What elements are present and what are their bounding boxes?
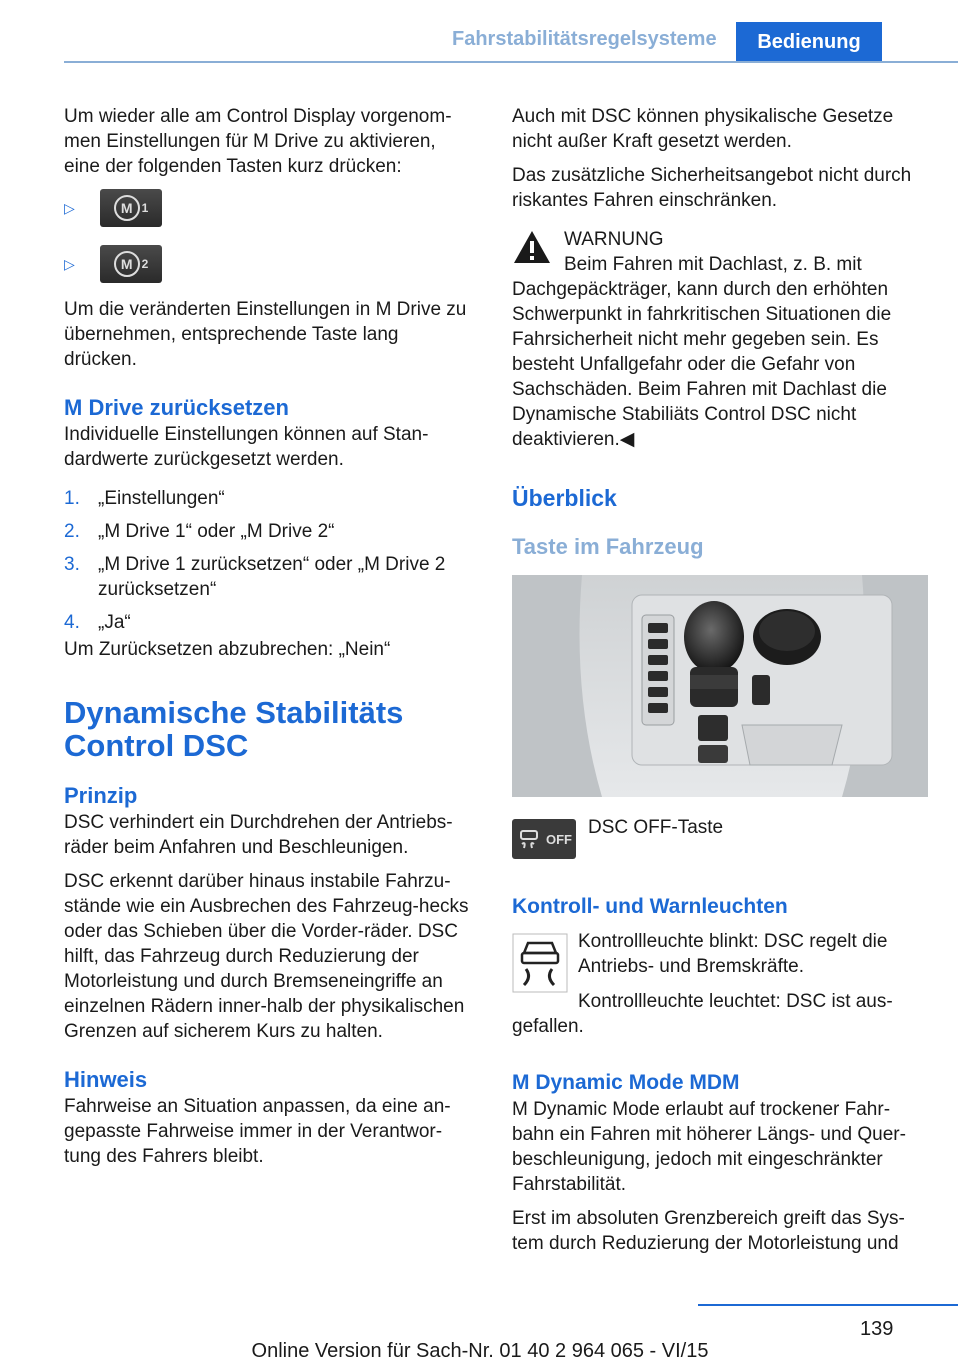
triangle-bullet-icon: ▷ <box>64 255 75 272</box>
kontroll-block <box>512 929 926 1039</box>
section-title: Fahrstabilitätsregelsysteme <box>452 28 717 50</box>
mdm-text-1: M Dynamic Mode erlaubt auf trockener Fahr‐bahn ein Fahren mit höherer Längs- und Quer‐beschleunigung, jedoch mit eingeschränkter Fahrstabilität. <box>512 1099 906 1195</box>
header-rule <box>64 61 958 63</box>
dsc-warning-light-icon <box>512 933 568 993</box>
cancel-text: Um Zurücksetzen abzubrechen: „Nein“ <box>64 639 391 660</box>
reset-heading: M Drive zurücksetzen <box>64 395 289 420</box>
prinzip-text-1: DSC verhindert ein Durchdrehen der Antriebs‐räder beim Anfahren und Beschleunigen. <box>64 812 453 858</box>
kontroll-text-2: Kontrollleuchte leuchtet: DSC ist aus‐gefallen. <box>512 991 893 1037</box>
triangle-bullet-icon: ▷ <box>64 199 75 216</box>
mdm-text-2: Erst im absoluten Grenzbereich greift das Sys‐tem durch Reduzierung der Motorleistung und <box>512 1208 905 1254</box>
warning-label: WARNUNG <box>564 229 664 250</box>
m1-key-icon: M 1 <box>100 189 162 227</box>
list-item: 2. „M Drive 1“ oder „M Drive 2“ <box>64 521 335 542</box>
dsc-title: Dynamische Stabilitäts Control DSC <box>64 695 404 763</box>
hinweis-text: Fahrweise an Situation anpassen, da eine an‐gepasste Fahrweise immer in der Verantwor‐tung des Fahrers bleibt. <box>64 1096 451 1167</box>
hinweis-heading: Hinweis <box>64 1067 148 1092</box>
kontroll-text-1: Kontrollleuchte blinkt: DSC regelt die Antriebs- und Bremskräfte. <box>578 931 888 977</box>
prinzip-text-2: DSC erkennt darüber hinaus instabile Fahrzu‐stände wie ein Ausbrechen des Fahrzeug‐hecks oder das Schieben über die Vorder‐räder. DSC hilft, das Fahrzeug durch Reduzierung der Motorleistung und durch Bremseneingriffe an einzelnen Rädern inner‐halb der physikalischen Grenzen auf sicherem Kurs zu halten. <box>64 871 469 1042</box>
footer-rule <box>698 1304 958 1306</box>
kontroll-heading: Kontroll- und Warnleuchten <box>512 895 788 918</box>
taste-heading: Taste im Fahrzeug <box>512 534 704 559</box>
dsc-off-item <box>512 815 926 859</box>
page-number: 139 <box>860 1318 894 1340</box>
dsc-off-button-icon: OFF <box>512 819 576 859</box>
footer-text: Online Version für Sach-Nr. 01 40 2 964 065 - VI/15 <box>251 1340 709 1362</box>
list-item: 1. „Einstellungen“ <box>64 488 225 509</box>
dsc-off-label: DSC OFF-Taste <box>588 817 724 838</box>
car-skid-icon <box>518 828 540 850</box>
intro-text: Um wieder alle am Control Display vorgenom‐men Einstellungen für M Drive zu aktivieren, eine der folgenden Tasten kurz drücken: <box>64 106 452 177</box>
safety-text: Das zusätzliche Sicherheitsangebot nicht durch riskantes Fahren einschränken. <box>512 165 912 211</box>
physics-text: Auch mit DSC können physikalische Gesetze nicht außer Kraft gesetzt werden. <box>512 106 894 152</box>
prinzip-heading: Prinzip <box>64 783 138 808</box>
warning-triangle-icon <box>512 229 552 265</box>
key-item-1 <box>64 189 476 227</box>
key-item-2 <box>64 245 476 283</box>
reset-steps <box>64 486 476 635</box>
list-item: 4. „Ja“ <box>64 612 131 633</box>
m2-key-icon: M 2 <box>100 245 162 283</box>
right-column <box>512 104 926 1265</box>
tab-bedienung[interactable]: Bedienung <box>736 22 882 62</box>
warning-text: Beim Fahren mit Dachlast, z. B. mit Dachgepäckträger, kann durch den erhöhten Schwerpunkt in fahrkritischen Situationen die Fahrsicherheit nicht mehr gegeben sein. Es besteht Unfallgefahr oder die Gefahr von Sachschäden. Beim Fahren mit Dachlast die Dynamische Stabiliäts Control DSC nicht deaktivieren.◀ <box>512 254 892 450</box>
left-column <box>64 104 476 1178</box>
console-photo <box>512 575 928 797</box>
reset-text: Individuelle Einstellungen können auf Stan‐dardwerte zurückgesetzt werden. <box>64 424 429 470</box>
warning-block <box>512 227 926 452</box>
mdm-heading: M Dynamic Mode MDM <box>512 1071 740 1094</box>
overview-heading: Überblick <box>512 485 617 511</box>
after-keys-text: Um die veränderten Einstellungen in M Drive zu übernehmen, entsprechende Taste lang drücken. <box>64 299 467 370</box>
list-item: 3. „M Drive 1 zurücksetzen“ oder „M Drive 2 zurücksetzen“ <box>64 554 446 600</box>
